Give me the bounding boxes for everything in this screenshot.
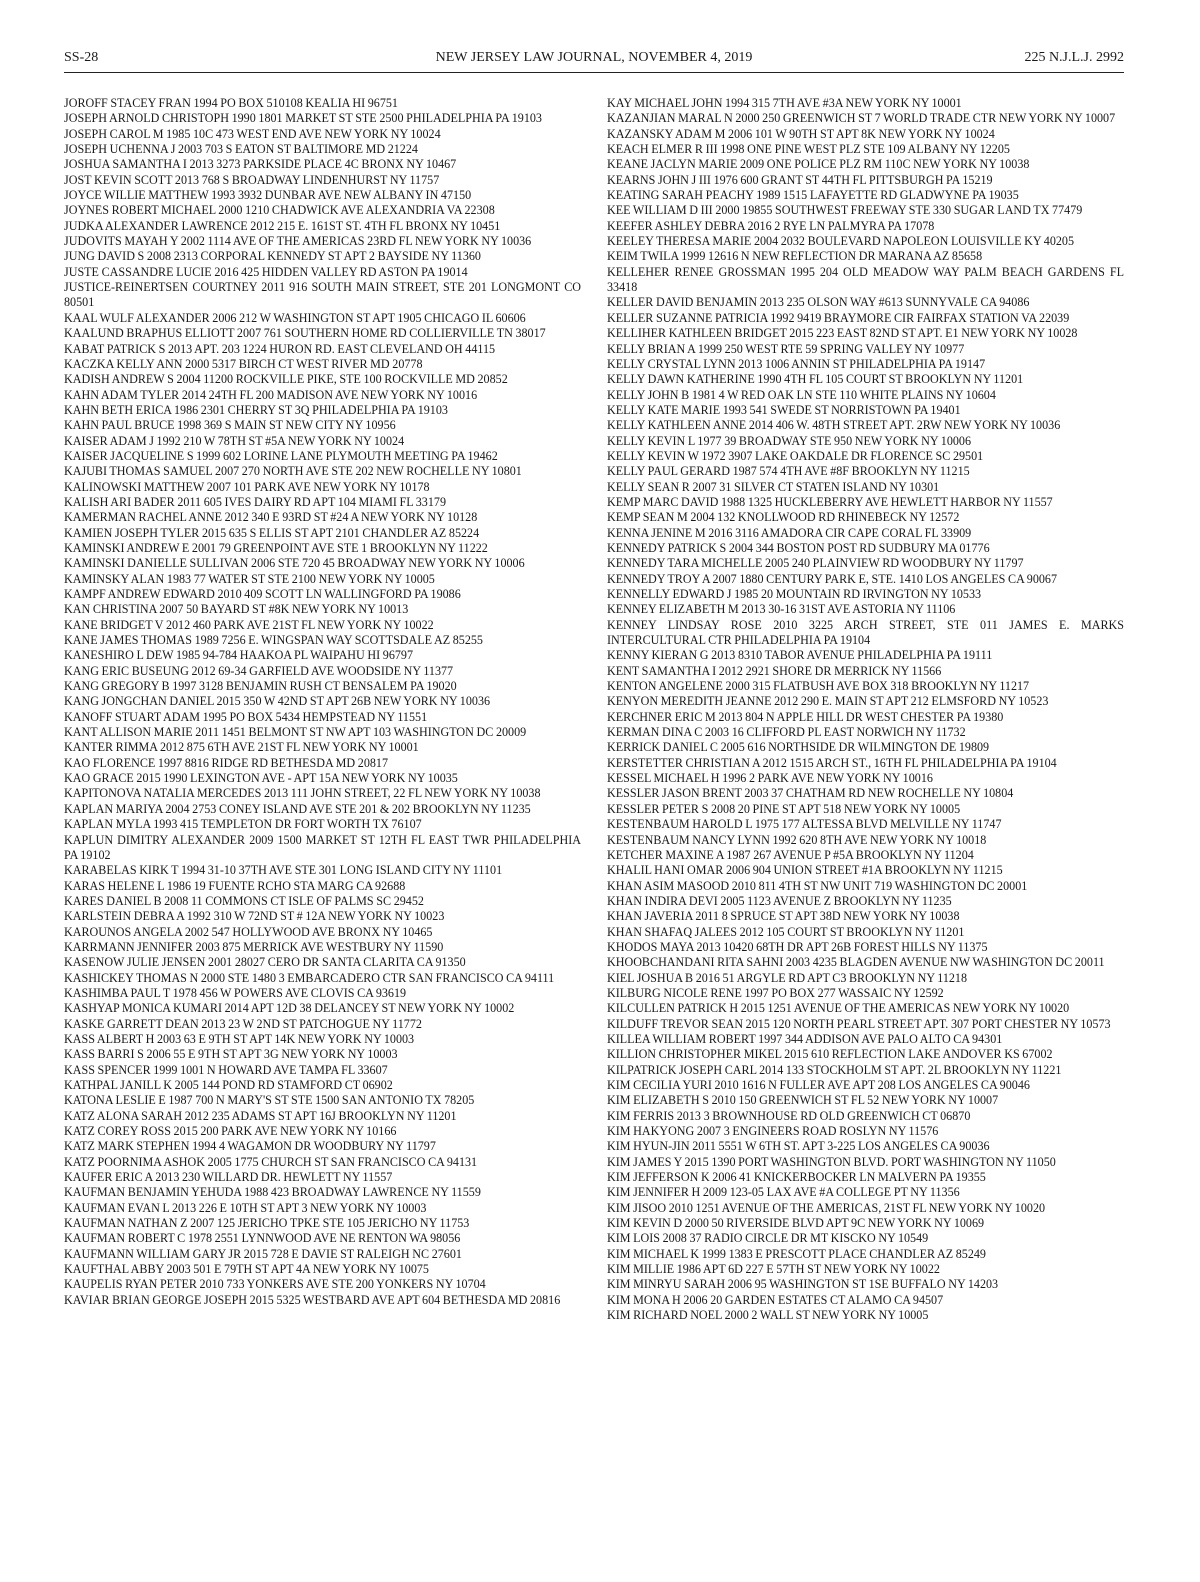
attorney-entry: KAUPELIS RYAN PETER 2010 733 YONKERS AVE STE 200 YONKERS NY 10704 xyxy=(64,1277,486,1292)
attorney-entry: JOST KEVIN SCOTT 2013 768 S BROADWAY LINDENHURST NY 11757 xyxy=(64,172,440,187)
attorney-entry: KHAN ASIM MASOOD 2010 811 4TH ST NW UNIT 719 WASHINGTON DC 20001 xyxy=(607,878,1028,893)
attorney-entry: KANG ERIC BUSEUNG 2012 69-34 GARFIELD AVE WOODSIDE NY 11377 xyxy=(64,663,454,678)
attorney-entry: KILBURG NICOLE RENE 1997 PO BOX 277 WASSAIC NY 12592 xyxy=(607,985,944,1000)
attorney-entry: KAMIEN JOSEPH TYLER 2015 635 S ELLIS ST APT 2101 CHANDLER AZ 85224 xyxy=(64,525,480,540)
attorney-entry: KEATING SARAH PEACHY 1989 1515 LAFAYETTE RD GLADWYNE PA 19035 xyxy=(607,188,1019,203)
attorney-entry: KAPLAN MYLA 1993 415 TEMPLETON DR FORT WORTH TX 76107 xyxy=(64,817,422,832)
attorney-entry: KIM FERRIS 2013 3 BROWNHOUSE RD OLD GREENWICH CT 06870 xyxy=(607,1108,971,1123)
attorney-entry: KENNEY LINDSAY ROSE 2010 3225 ARCH STREET, STE 011 JAMES E. MARKS INTERCULTURAL CTR PHILADELPHIA PA 19104 xyxy=(607,617,1124,648)
attorney-entry: KELLY KATHLEEN ANNE 2014 406 W. 48TH STREET APT. 2RW NEW YORK NY 10036 xyxy=(607,418,1061,433)
attorney-entry: JUDKA ALEXANDER LAWRENCE 2012 215 E. 161ST ST. 4TH FL BRONX NY 10451 xyxy=(64,218,501,233)
attorney-entry: KAMINSKI ANDREW E 2001 79 GREENPOINT AVE STE 1 BROOKLYN NY 11222 xyxy=(64,540,488,555)
attorney-entry: JOSHUA SAMANTHA I 2013 3273 PARKSIDE PLACE 4C BRONX NY 10467 xyxy=(64,157,457,172)
attorney-entry: JUSTICE-REINERTSEN COURTNEY 2011 916 SOUTH MAIN STREET, STE 201 LONGMONT CO 80501 xyxy=(64,280,581,310)
attorney-entry: KAISER ADAM J 1992 210 W 78TH ST #5A NEW YORK NY 10024 xyxy=(64,433,405,448)
attorney-entry: KARABELAS KIRK T 1994 31-10 37TH AVE STE 301 LONG ISLAND CITY NY 11101 xyxy=(64,863,503,878)
attorney-entry: JOSEPH UCHENNA J 2003 703 S EATON ST BALTIMORE MD 21224 xyxy=(64,142,418,157)
attorney-entry: KEMP SEAN M 2004 132 KNOLLWOOD RD RHINEBECK NY 12572 xyxy=(607,510,960,525)
attorney-entry: KIM LOIS 2008 37 RADIO CIRCLE DR MT KISCKO NY 10549 xyxy=(607,1231,929,1246)
attorney-entry: KIM MINRYU SARAH 2006 95 WASHINGTON ST 1SE BUFFALO NY 14203 xyxy=(607,1277,999,1292)
attorney-entry: KEARNS JOHN J III 1976 600 GRANT ST 44TH FL PITTSBURGH PA 15219 xyxy=(607,172,993,187)
page-header xyxy=(64,50,1124,73)
attorney-entry: KAUFTHAL ABBY 2003 501 E 79TH ST APT 4A NEW YORK NY 10075 xyxy=(64,1262,429,1277)
attorney-entry: KIM JENNIFER H 2009 123-05 LAX AVE #A COLLEGE PT NY 11356 xyxy=(607,1185,960,1200)
attorney-entry: KAUFER ERIC A 2013 230 WILLARD DR. HEWLETT NY 11557 xyxy=(64,1170,393,1185)
attorney-entry: KELLER DAVID BENJAMIN 2013 235 OLSON WAY #613 SUNNYVALE CA 94086 xyxy=(607,295,1030,310)
attorney-entry: KESTENBAUM HAROLD L 1975 177 ALTESSA BLVD MELVILLE NY 11747 xyxy=(607,817,1002,832)
attorney-entry: KENNELLY EDWARD J 1985 20 MOUNTAIN RD IRVINGTON NY 10533 xyxy=(607,587,982,601)
attorney-entry: KELLY DAWN KATHERINE 1990 4TH FL 105 COURT ST BROOKLYN NY 11201 xyxy=(607,372,1024,387)
attorney-entry: KATZ POORNIMA ASHOK 2005 1775 CHURCH ST SAN FRANCISCO CA 94131 xyxy=(64,1154,478,1169)
attorney-entry: KAMERMAN RACHEL ANNE 2012 340 E 93RD ST #24 A NEW YORK NY 10128 xyxy=(64,510,478,525)
attorney-entry: KIM RICHARD NOEL 2000 2 WALL ST NEW YORK NY 10005 xyxy=(607,1308,929,1323)
attorney-entry: KALISH ARI BADER 2011 605 IVES DAIRY RD APT 104 MIAMI FL 33179 xyxy=(64,494,446,509)
attorney-entry: KHOOBCHANDANI RITA SAHNI 2003 4235 BLAGDEN AVENUE NW WASHINGTON DC 20011 xyxy=(607,955,1105,970)
attorney-entry: KHALIL HANI OMAR 2006 904 UNION STREET #1A BROOKLYN NY 11215 xyxy=(607,863,1003,878)
attorney-entry: KANE JAMES THOMAS 1989 7256 E. WINGSPAN WAY SCOTTSDALE AZ 85255 xyxy=(64,633,483,648)
attorney-entry: KAJUBI THOMAS SAMUEL 2007 270 NORTH AVE STE 202 NEW ROCHELLE NY 10801 xyxy=(64,464,522,479)
attorney-entry: KEACH ELMER R III 1998 ONE PINE WEST PLZ STE 109 ALBANY NY 12205 xyxy=(607,142,1010,157)
attorney-entry: KIEL JOSHUA B 2016 51 ARGYLE RD APT C3 BROOKLYN NY 11218 xyxy=(607,970,968,985)
attorney-entry: JOROFF STACEY FRAN 1994 PO BOX 510108 KEALIA HI 96751 xyxy=(64,96,398,110)
attorney-entry: KAO FLORENCE 1997 8816 RIDGE RD BETHESDA MD 20817 xyxy=(64,755,389,770)
attorney-entry: KELLER SUZANNE PATRICIA 1992 9419 BRAYMORE CIR FAIRFAX STATION VA 22039 xyxy=(607,310,1070,325)
attorney-entry: KAO GRACE 2015 1990 LEXINGTON AVE - APT 15A NEW YORK NY 10035 xyxy=(64,771,458,786)
page-number: SS-28 xyxy=(64,50,99,65)
attorney-entry: KAVIAR BRIAN GEORGE JOSEPH 2015 5325 WESTBARD AVE APT 604 BETHESDA MD 20816 xyxy=(64,1292,561,1307)
attorney-entry: KATZ ALONA SARAH 2012 235 ADAMS ST APT 16J BROOKLYN NY 11201 xyxy=(64,1108,457,1123)
attorney-entry: KENNEDY TROY A 2007 1880 CENTURY PARK E, STE. 1410 LOS ANGELES CA 90067 xyxy=(607,571,1058,586)
attorney-entry: KADISH ANDREW S 2004 11200 ROCKVILLE PIKE, STE 100 ROCKVILLE MD 20852 xyxy=(64,372,508,387)
attorney-entry: KILLION CHRISTOPHER MIKEL 2015 610 REFLECTION LAKE ANDOVER KS 67002 xyxy=(607,1047,1053,1062)
attorney-entry: KEIM TWILA 1999 12616 N NEW REFLECTION DR MARANA AZ 85658 xyxy=(607,249,983,264)
attorney-entry: KERMAN DINA C 2003 16 CLIFFORD PL EAST NORWICH NY 11732 xyxy=(607,725,966,740)
attorney-entry: KEE WILLIAM D III 2000 19855 SOUTHWEST FREEWAY STE 330 SUGAR LAND TX 77479 xyxy=(607,203,1083,218)
attorney-entry: KIM JAMES Y 2015 1390 PORT WASHINGTON BLVD. PORT WASHINGTON NY 11050 xyxy=(607,1154,1056,1169)
attorney-entry: KAHN ADAM TYLER 2014 24TH FL 200 MADISON AVE NEW YORK NY 10016 xyxy=(64,387,478,402)
attorney-entry: KAUFMANN WILLIAM GARY JR 2015 728 E DAVIE ST RALEIGH NC 27601 xyxy=(64,1246,462,1261)
attorney-entry: KHAN JAVERIA 2011 8 SPRUCE ST APT 38D NEW YORK NY 10038 xyxy=(607,909,960,924)
attorney-entry: KELLY BRIAN A 1999 250 WEST RTE 59 SPRING VALLEY NY 10977 xyxy=(607,341,965,356)
attorney-entry: KASKE GARRETT DEAN 2013 23 W 2ND ST PATCHOGUE NY 11772 xyxy=(64,1016,422,1031)
attorney-entry: KERSTETTER CHRISTIAN A 2012 1515 ARCH ST., 16TH FL PHILADELPHIA PA 19104 xyxy=(607,755,1057,770)
attorney-entry: KILPATRICK JOSEPH CARL 2014 133 STOCKHOLM ST APT. 2L BROOKLYN NY 11221 xyxy=(607,1062,1062,1077)
attorney-entry: KERRICK DANIEL C 2005 616 NORTHSIDE DR WILMINGTON DE 19809 xyxy=(607,740,990,755)
attorney-entry: KAISER JACQUELINE S 1999 602 LORINE LANE PLYMOUTH MEETING PA 19462 xyxy=(64,448,498,463)
attorney-entry: KACZKA KELLY ANN 2000 5317 BIRCH CT WEST RIVER MD 20778 xyxy=(64,356,423,371)
attorney-entry: KESTENBAUM NANCY LYNN 1992 620 8TH AVE NEW YORK NY 10018 xyxy=(607,832,987,847)
attorney-entry: KATONA LESLIE E 1987 700 N MARY'S ST STE 1500 SAN ANTONIO TX 78205 xyxy=(64,1093,475,1108)
attorney-entry: KILDUFF TREVOR SEAN 2015 120 NORTH PEARL STREET APT. 307 PORT CHESTER NY 10573 xyxy=(607,1016,1111,1031)
attorney-entry: KENNY KIERAN G 2013 8310 TABOR AVENUE PHILADELPHIA PA 19111 xyxy=(607,648,993,663)
attorney-entry: KELLY KEVIN L 1977 39 BROADWAY STE 950 NEW YORK NY 10006 xyxy=(607,433,972,448)
attorney-entry: KENTON ANGELENE 2000 315 FLATBUSH AVE BOX 318 BROOKLYN NY 11217 xyxy=(607,679,1030,694)
attorney-entry: KAMINSKI DANIELLE SULLIVAN 2006 STE 720 45 BROADWAY NEW YORK NY 10006 xyxy=(64,556,525,571)
attorney-entry: KASS ALBERT H 2003 63 E 9TH ST APT 14K NEW YORK NY 10003 xyxy=(64,1031,415,1046)
attorney-entry: KELLY PAUL GERARD 1987 574 4TH AVE #8F BROOKLYN NY 11215 xyxy=(607,464,970,479)
attorney-entry: KAAL WULF ALEXANDER 2006 212 W WASHINGTON ST APT 1905 CHICAGO IL 60606 xyxy=(64,310,526,325)
attorney-entry: KANTER RIMMA 2012 875 6TH AVE 21ST FL NEW YORK NY 10001 xyxy=(64,740,419,755)
attorney-entry: KAUFMAN BENJAMIN YEHUDA 1988 423 BROADWAY LAWRENCE NY 11559 xyxy=(64,1185,481,1200)
attorney-entry: KAN CHRISTINA 2007 50 BAYARD ST #8K NEW YORK NY 10013 xyxy=(64,602,409,617)
attorney-entry: JOSEPH ARNOLD CHRISTOPH 1990 1801 MARKET ST STE 2500 PHILADELPHIA PA 19103 xyxy=(64,111,542,126)
attorney-entry: KANOFF STUART ADAM 1995 PO BOX 5434 HEMPSTEAD NY 11551 xyxy=(64,709,428,724)
attorney-entry: JOSEPH CAROL M 1985 10C 473 WEST END AVE NEW YORK NY 10024 xyxy=(64,126,441,141)
attorney-entry: KEANE JACLYN MARIE 2009 ONE POLICE PLZ RM 110C NEW YORK NY 10038 xyxy=(607,157,1030,172)
attorney-entry: KELLIHER KATHLEEN BRIDGET 2015 223 EAST 82ND ST APT. E1 NEW YORK NY 10028 xyxy=(607,326,1078,341)
attorney-entry: KELLY KEVIN W 1972 3907 LAKE OAKDALE DR FLORENCE SC 29501 xyxy=(607,448,984,463)
attorney-entry: KENNEY ELIZABETH M 2013 30-16 31ST AVE ASTORIA NY 11106 xyxy=(607,602,956,617)
attorney-entry: KASS BARRI S 2006 55 E 9TH ST APT 3G NEW YORK NY 10003 xyxy=(64,1047,398,1062)
attorney-entry: KHAN SHAFAQ JALEES 2012 105 COURT ST BROOKLYN NY 11201 xyxy=(607,924,965,939)
attorney-entry: JUDOVITS MAYAH Y 2002 1114 AVE OF THE AMERICAS 23RD FL NEW YORK NY 10036 xyxy=(64,234,532,249)
attorney-entry: KABAT PATRICK S 2013 APT. 203 1224 HURON RD. EAST CLEVELAND OH 44115 xyxy=(64,341,496,356)
attorney-entry: JUSTE CASSANDRE LUCIE 2016 425 HIDDEN VALLEY RD ASTON PA 19014 xyxy=(64,264,468,279)
attorney-entry: KIM MICHAEL K 1999 1383 E PRESCOTT PLACE CHANDLER AZ 85249 xyxy=(607,1246,986,1261)
attorney-entry: KELLY CRYSTAL LYNN 2013 1006 ANNIN ST PHILADELPHIA PA 19147 xyxy=(607,356,986,371)
attorney-entry: KIM KEVIN D 2000 50 RIVERSIDE BLVD APT 9C NEW YORK NY 10069 xyxy=(607,1216,985,1231)
left-column xyxy=(64,96,581,1308)
attorney-entry: KANE BRIDGET V 2012 460 PARK AVE 21ST FL NEW YORK NY 10022 xyxy=(64,617,434,632)
attorney-entry: KASHYAP MONICA KUMARI 2014 APT 12D 38 DELANCEY ST NEW YORK NY 10002 xyxy=(64,1001,515,1016)
attorney-entry: KAY MICHAEL JOHN 1994 315 7TH AVE #3A NEW YORK NY 10001 xyxy=(607,96,962,110)
attorney-entry: KEELEY THERESA MARIE 2004 2032 BOULEVARD NAPOLEON LOUISVILLE KY 40205 xyxy=(607,234,1075,249)
attorney-entry: KASHICKEY THOMAS N 2000 STE 1480 3 EMBARCADERO CTR SAN FRANCISCO CA 94111 xyxy=(64,970,555,985)
attorney-entry: JOYCE WILLIE MATTHEW 1993 3932 DUNBAR AVE NEW ALBANY IN 47150 xyxy=(64,188,472,203)
attorney-entry: JUNG DAVID S 2008 2313 CORPORAL KENNEDY ST APT 2 BAYSIDE NY 11360 xyxy=(64,249,481,264)
attorney-entry: KAPITONOVA NATALIA MERCEDES 2013 111 JOHN STREET, 22 FL NEW YORK NY 10038 xyxy=(64,786,541,801)
attorney-entry: KATHPAL JANILL K 2005 144 POND RD STAMFORD CT 06902 xyxy=(64,1078,393,1092)
attorney-entry: KENYON MEREDITH JEANNE 2012 290 E. MAIN ST APT 212 ELMSFORD NY 10523 xyxy=(607,694,1049,709)
attorney-entry: KANG JONGCHAN DANIEL 2015 350 W 42ND ST APT 26B NEW YORK NY 10036 xyxy=(64,694,491,709)
attorney-entry: KATZ COREY ROSS 2015 200 PARK AVE NEW YORK NY 10166 xyxy=(64,1124,397,1139)
attorney-entry: KIM MILLIE 1986 APT 6D 227 E 57TH ST NEW YORK NY 10022 xyxy=(607,1262,940,1277)
attorney-entry: KIM ELIZABETH S 2010 150 GREENWICH ST FL 52 NEW YORK NY 10007 xyxy=(607,1093,999,1108)
attorney-entry: KATZ MARK STEPHEN 1994 4 WAGAMON DR WOODBURY NY 11797 xyxy=(64,1139,436,1154)
attorney-entry: KILLEA WILLIAM ROBERT 1997 344 ADDISON AVE PALO ALTO CA 94301 xyxy=(607,1031,1003,1046)
attorney-entry: KAUFMAN ROBERT C 1978 2551 LYNNWOOD AVE NE RENTON WA 98056 xyxy=(64,1231,461,1246)
attorney-entry: KIM JISOO 2010 1251 AVENUE OF THE AMERICAS, 21ST FL NEW YORK NY 10020 xyxy=(607,1200,1046,1215)
attorney-entry: KETCHER MAXINE A 1987 267 AVENUE P #5A BROOKLYN NY 11204 xyxy=(607,847,974,862)
citation: 225 N.J.L.J. 2992 xyxy=(1024,50,1124,65)
attorney-entry: KARAS HELENE L 1986 19 FUENTE RCHO STA MARG CA 92688 xyxy=(64,878,406,893)
attorney-entry: KENNEDY PATRICK S 2004 344 BOSTON POST RD SUDBURY MA 01776 xyxy=(607,540,990,555)
attorney-entry: KENNA JENINE M 2016 3116 AMADORA CIR CAPE CORAL FL 33909 xyxy=(607,525,972,540)
attorney-entry: KAMINSKY ALAN 1983 77 WATER ST STE 2100 NEW YORK NY 10005 xyxy=(64,571,435,586)
attorney-entry: KASHIMBA PAUL T 1978 456 W POWERS AVE CLOVIS CA 93619 xyxy=(64,985,407,1000)
attorney-entry: KASENOW JULIE JENSEN 2001 28027 CERO DR SANTA CLARITA CA 91350 xyxy=(64,955,466,970)
attorney-entry: KAZANSKY ADAM M 2006 101 W 90TH ST APT 8K NEW YORK NY 10024 xyxy=(607,126,995,141)
attorney-entry: KELLY KATE MARIE 1993 541 SWEDE ST NORRISTOWN PA 19401 xyxy=(607,402,961,417)
attorney-entry: KIM JEFFERSON K 2006 41 KNICKERBOCKER LN MALVERN PA 19355 xyxy=(607,1170,986,1185)
attorney-entry: KAUFMAN EVAN L 2013 226 E 10TH ST APT 3 NEW YORK NY 10003 xyxy=(64,1200,427,1215)
attorney-entry: KAPLAN MARIYA 2004 2753 CONEY ISLAND AVE STE 201 & 202 BROOKLYN NY 11235 xyxy=(64,801,531,816)
attorney-entry: KENNEDY TARA MICHELLE 2005 240 PLAINVIEW RD WOODBURY NY 11797 xyxy=(607,556,1024,571)
publication-title: NEW JERSEY LAW JOURNAL, NOVEMBER 4, 2019 xyxy=(435,50,753,65)
attorney-entry: KIM HAKYONG 2007 3 ENGINEERS ROAD ROSLYN NY 11576 xyxy=(607,1124,939,1139)
attorney-entry: KAUFMAN NATHAN Z 2007 125 JERICHO TPKE STE 105 JERICHO NY 11753 xyxy=(64,1216,470,1231)
attorney-entry: KELLY JOHN B 1981 4 W RED OAK LN STE 110 WHITE PLAINS NY 10604 xyxy=(607,387,996,402)
attorney-entry: KAALUND BRAPHUS ELLIOTT 2007 761 SOUTHERN HOME RD COLLIERVILLE TN 38017 xyxy=(64,326,546,341)
attorney-entry: KAZANJIAN MARAL N 2000 250 GREENWICH ST 7 WORLD TRADE CTR NEW YORK NY 10007 xyxy=(607,111,1116,126)
attorney-entry: KAPLUN DIMITRY ALEXANDER 2009 1500 MARKET ST 12TH FL EAST TWR PHILADELPHIA PA 19102 xyxy=(64,832,581,862)
attorney-entry: KASS SPENCER 1999 1001 N HOWARD AVE TAMPA FL 33607 xyxy=(64,1062,388,1077)
attorney-entry: KESSLER JASON BRENT 2003 37 CHATHAM RD NEW ROCHELLE NY 10804 xyxy=(607,786,1014,801)
attorney-entry: KERCHNER ERIC M 2013 804 N APPLE HILL DR WEST CHESTER PA 19380 xyxy=(607,709,1004,724)
attorney-entry: KENT SAMANTHA I 2012 2921 SHORE DR MERRICK NY 11566 xyxy=(607,663,942,678)
attorney-entry: KELLEHER RENEE GROSSMAN 1995 204 OLD MEADOW WAY PALM BEACH GARDENS FL 33418 xyxy=(607,264,1124,295)
attorney-entry: KIM CECILIA YURI 2010 1616 N FULLER AVE APT 208 LOS ANGELES CA 90046 xyxy=(607,1078,1030,1092)
attorney-entry: KANESHIRO L DEW 1985 94-784 HAAKOA PL WAIPAHU HI 96797 xyxy=(64,648,414,663)
attorney-entry: KEMP MARC DAVID 1988 1325 HUCKLEBERRY AVE HEWLETT HARBOR NY 11557 xyxy=(607,494,1053,509)
attorney-entry: KAHN BETH ERICA 1986 2301 CHERRY ST 3Q PHILADELPHIA PA 19103 xyxy=(64,402,448,417)
attorney-entry: KANG GREGORY B 1997 3128 BENJAMIN RUSH CT BENSALEM PA 19020 xyxy=(64,679,457,694)
attorney-entry: KAMPF ANDREW EDWARD 2010 409 SCOTT LN WALLINGFORD PA 19086 xyxy=(64,587,461,601)
attorney-entry: KIM HYUN-JIN 2011 5551 W 6TH ST. APT 3-225 LOS ANGELES CA 90036 xyxy=(607,1139,990,1154)
right-column xyxy=(607,96,1124,1324)
attorney-entry: KILCULLEN PATRICK H 2015 1251 AVENUE OF THE AMERICAS NEW YORK NY 10020 xyxy=(607,1001,1070,1016)
attorney-entry: KARLSTEIN DEBRA A 1992 310 W 72ND ST # 12A NEW YORK NY 10023 xyxy=(64,909,445,924)
attorney-entry: KANT ALLISON MARIE 2011 1451 BELMONT ST NW APT 103 WASHINGTON DC 20009 xyxy=(64,725,527,740)
attorney-entry: KESSEL MICHAEL H 1996 2 PARK AVE NEW YORK NY 10016 xyxy=(607,771,933,786)
attorney-entry: KESSLER PETER S 2008 20 PINE ST APT 518 NEW YORK NY 10005 xyxy=(607,801,961,816)
attorney-entry: KEEFER ASHLEY DEBRA 2016 2 RYE LN PALMYRA PA 17078 xyxy=(607,218,935,233)
attorney-entry: JOYNES ROBERT MICHAEL 2000 1210 CHADWICK AVE ALEXANDRIA VA 22308 xyxy=(64,203,495,218)
attorney-entry: KHAN INDIRA DEVI 2005 1123 AVENUE Z BROOKLYN NY 11235 xyxy=(607,893,952,908)
attorney-entry: KELLY SEAN R 2007 31 SILVER CT STATEN ISLAND NY 10301 xyxy=(607,479,940,494)
attorney-entry: KARRMANN JENNIFER 2003 875 MERRICK AVE WESTBURY NY 11590 xyxy=(64,939,444,954)
attorney-entry: KIM MONA H 2006 20 GARDEN ESTATES CT ALAMO CA 94507 xyxy=(607,1292,944,1307)
attorney-entry: KAROUNOS ANGELA 2002 547 HOLLYWOOD AVE BRONX NY 10465 xyxy=(64,924,433,939)
attorney-entry: KARES DANIEL B 2008 11 COMMONS CT ISLE OF PALMS SC 29452 xyxy=(64,893,424,908)
attorney-entry: KALINOWSKI MATTHEW 2007 101 PARK AVE NEW YORK NY 10178 xyxy=(64,479,430,494)
attorney-entry: KAHN PAUL BRUCE 1998 369 S MAIN ST NEW CITY NY 10956 xyxy=(64,418,396,433)
attorney-entry: KHODOS MAYA 2013 10420 68TH DR APT 26B FOREST HILLS NY 11375 xyxy=(607,939,988,954)
